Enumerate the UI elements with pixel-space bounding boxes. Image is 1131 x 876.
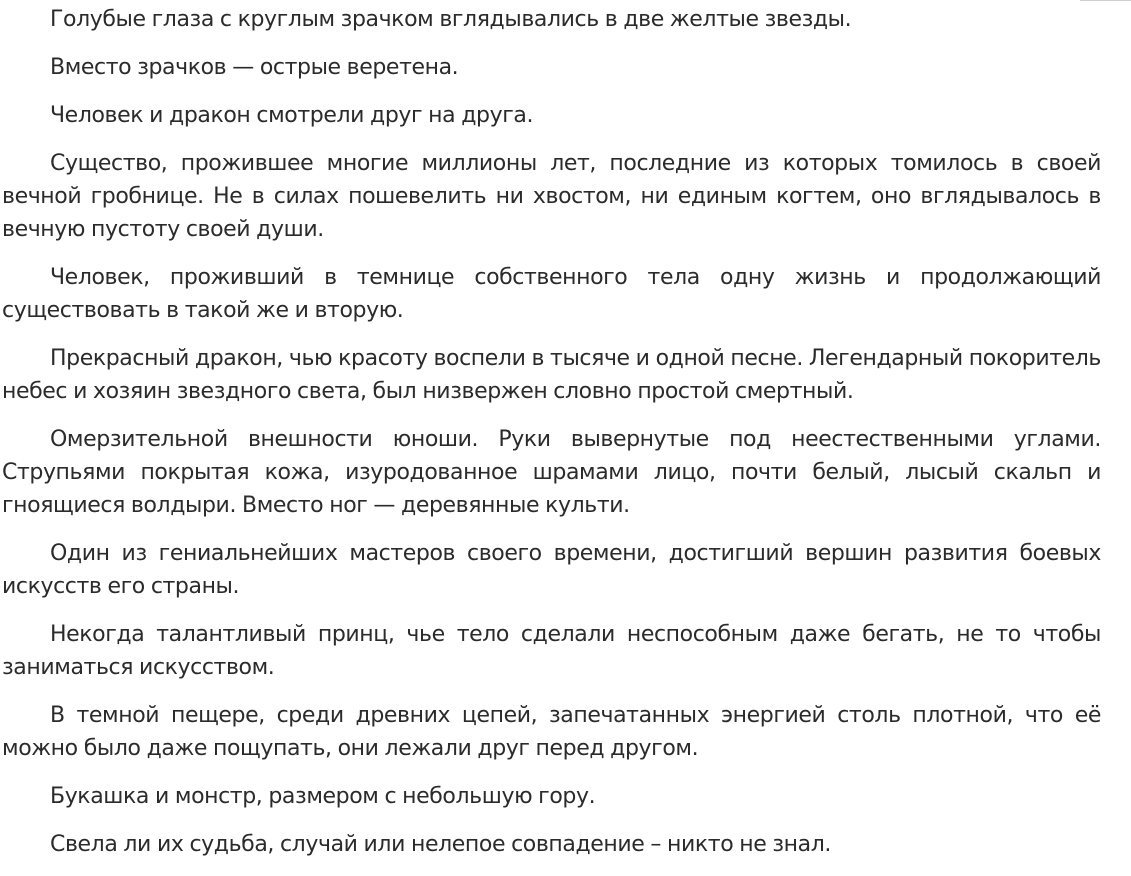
paragraph-6: Прекрасный дракон, чью красоту воспели в тысяче и одной песне. Легендарный покоритель небес и хозяин звездного света, был низвержен словно простой смертный. [2, 346, 1101, 404]
paragraph-7: Омерзительной внешности юноши. Руки вывернутые под неестественными углами. Струпьями покрытая кожа, изуродованное шрамами лицо, почти белый, лысый скальп и гноящиеся волдыри. Вместо ног — деревянные культи. [2, 427, 1101, 518]
paragraph-11: Букашка и монстр, размером с небольшую гору. [50, 784, 596, 809]
paragraph-8: Один из гениальнейших мастеров своего времени, достигший вершин развития боевых искусств его страны. [2, 541, 1101, 599]
paragraph-1: Голубые глаза с круглым зрачком вглядывались в две желтые звезды. [50, 7, 852, 32]
paragraph-12: Свела ли их судьба, случай или нелепое совпадение – никто не знал. [50, 832, 831, 857]
paragraph-4: Существо, прожившее многие миллионы лет, последние из которых томилось в своей вечной гробнице. Не в силах пошевелить ни хвостом, ни единым когтем, оно вглядывалось в вечную пустоту своей души. [2, 151, 1101, 242]
paragraph-10: В темной пещере, среди древних цепей, запечатанных энергией столь плотной, что её можно было даже пощупать, они лежали друг перед другом. [2, 703, 1101, 761]
top-divider [1080, 0, 1131, 1]
paragraph-9: Некогда талантливый принц, чье тело сделали неспособным даже бегать, не то чтобы заниматься искусством. [2, 622, 1101, 680]
paragraph-2: Вместо зрачков — острые веретена. [50, 55, 459, 80]
paragraph-5: Человек, проживший в темнице собственного тела одну жизнь и продолжающий существовать в такой же и вторую. [2, 265, 1101, 323]
paragraph-3: Человек и дракон смотрели друг на друга. [50, 103, 534, 128]
reader-text-column [2, 3, 1101, 876]
